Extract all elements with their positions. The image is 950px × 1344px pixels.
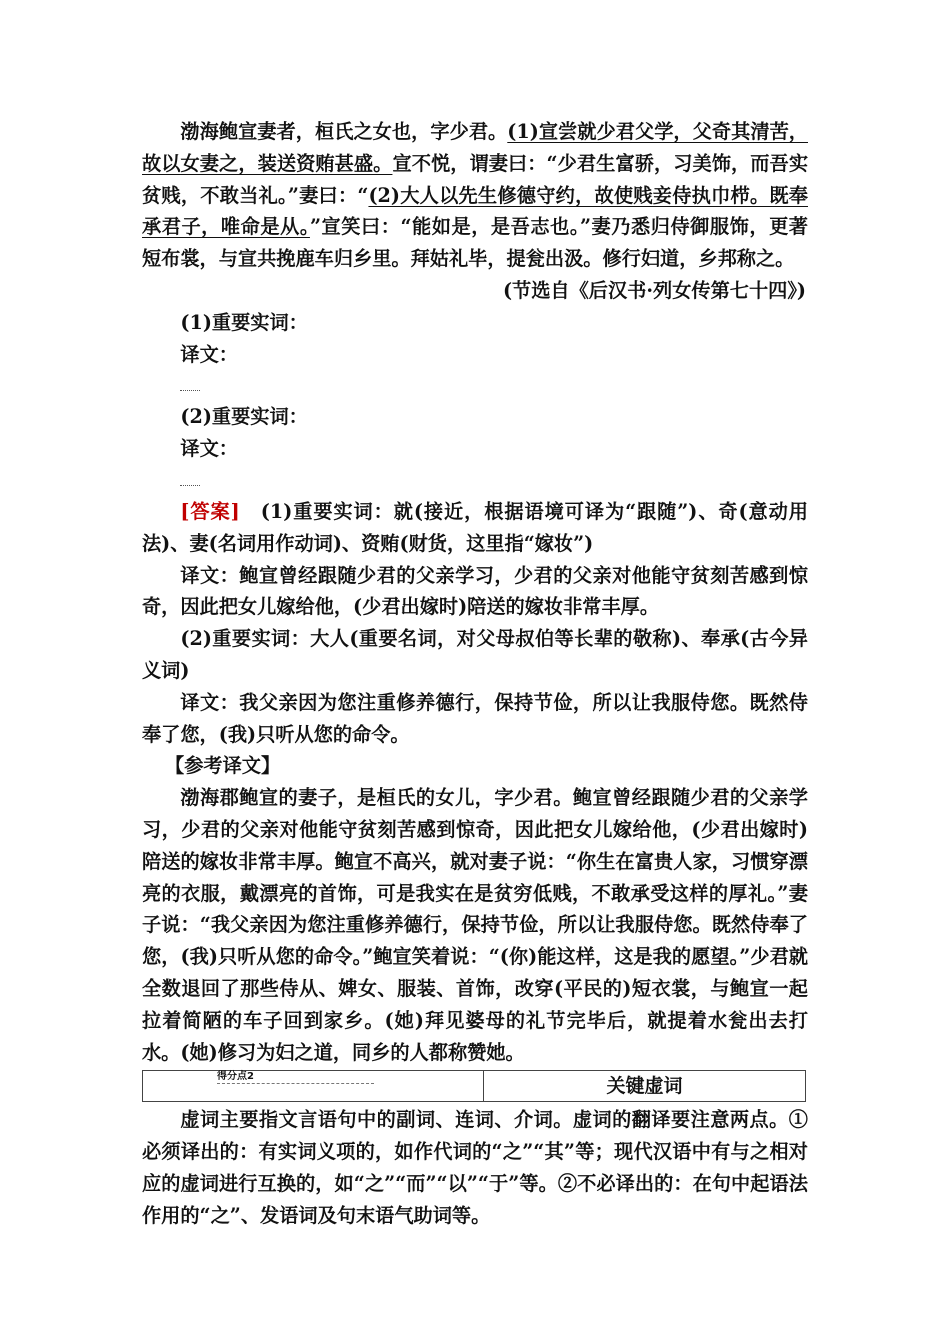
passage-source: (节选自《后汉书·列女传第七十四》) <box>502 278 806 302</box>
scoring-point-tag: 得分点2 <box>217 1071 374 1084</box>
q1-key-words-label: (1)重要实词： <box>180 310 308 334</box>
answer-2-translation: 译文：我父亲因为您注重修养德行，保持节俭，所以让我服侍您。既然侍奉了您，(我)只听从您的命令。 <box>142 690 808 746</box>
q1-answer-blank[interactable] <box>180 370 200 391</box>
answer-1-words-text: (1)重要实词：就(接近，根据语境可译为“跟随”)、奇(意动用法)、妻(名词用作动词)、资贿(财货，这里指“嫁妆”) <box>142 499 808 555</box>
document-page <box>142 116 808 1232</box>
q1-translation-label: 译文： <box>180 342 238 366</box>
q2-translation-label: 译文： <box>180 437 238 461</box>
answer-2-words: (2)重要实词：大人(重要名词，对父母叔伯等长辈的敬称)、奉承(古今异义词) <box>142 627 808 682</box>
q2-answer-blank[interactable] <box>180 465 200 486</box>
passage-text-c: ”宣笑曰：“能如是，是吾志也。”妻乃悉归侍御服饰，更著短布裳，与宣共挽鹿车归乡里。拜姑礼毕，提瓮出汲。修行妇道，乡邦称之。 <box>142 215 808 271</box>
section-title: 关键虚词 <box>606 1075 683 1098</box>
underlined-sentence-2: (2)大人以先生修德守约，故使贱妾侍执巾栉。既奉承君子，唯命是从。 <box>142 183 808 239</box>
reference-heading: 【参考译文】 <box>165 754 281 778</box>
scoring-point-bar <box>142 1070 806 1102</box>
reference-translation: 渤海郡鲍宣的妻子，是桓氏的女儿，字少君。鲍宣曾经跟随少君的父亲学习，少君的父亲对他能守贫刻苦感到惊奇，因此把女儿嫁给他，(少君出嫁时)陪送的嫁妆非常丰厚。鲍宣不高兴，就对妻子说：“你生在富贵人家，习惯穿漂亮的衣服，戴漂亮的首饰，可是我实在是贫穷低贱，不敢承受这样的厚礼。”妻子说：“我父亲因为您注重修养德行，保持节俭，所以让我服侍您。既然侍奉了您，(我)只听从您的命令。”鲍宣笑着说：“(你)能这样，这是我的愿望。”少君就全数退回了那些侍从、婢女、服装、首饰，改穿(平民的)短衣裳，与鲍宣一起拉着简陋的车子回到家乡。(她)拜见婆母的礼节完毕后，就提着水瓮出去打水。(她)修习为妇之道，同乡的人都称赞她。 <box>142 786 808 1064</box>
underlined-sentence-1: (1)宣尝就少君父学，父奇其清苦，故以女妻之，装送资贿甚盛。 <box>142 120 808 175</box>
passage-text-a: 渤海鲍宣妻者，桓氏之女也，字少君。 <box>180 120 508 143</box>
answer-1-translation: 译文：鲍宣曾经跟随少君的父亲学习，少君的父亲对他能守贫刻苦感到惊奇，因此把女儿嫁给他，(少君出嫁时)陪送的嫁妆非常丰厚。 <box>142 563 808 619</box>
passage-paragraph <box>142 116 808 275</box>
scoring-point-tag-cell <box>143 1071 484 1101</box>
section-intro: 虚词主要指文言语句中的副词、连词、介词。虚词的翻译要注意两点。①必须译出的：有实词义项的，如作代词的“之”“其”等；现代汉语中有与之相对应的虚词进行互换的，如“之”“而”“以”“于”等。②不必译出的：在句中起语法作用的“之”、发语词及句末语气助词等。 <box>142 1108 808 1227</box>
answer-1-words <box>142 496 808 560</box>
q2-key-words-label: (2)重要实词： <box>180 405 308 429</box>
passage-text-b: 宣不悦，谓妻曰：“少君生富骄，习美饰，而吾实贫贱，不敢当礼。”妻曰：“ <box>142 151 809 207</box>
answer-tag: [答案] <box>180 499 240 523</box>
